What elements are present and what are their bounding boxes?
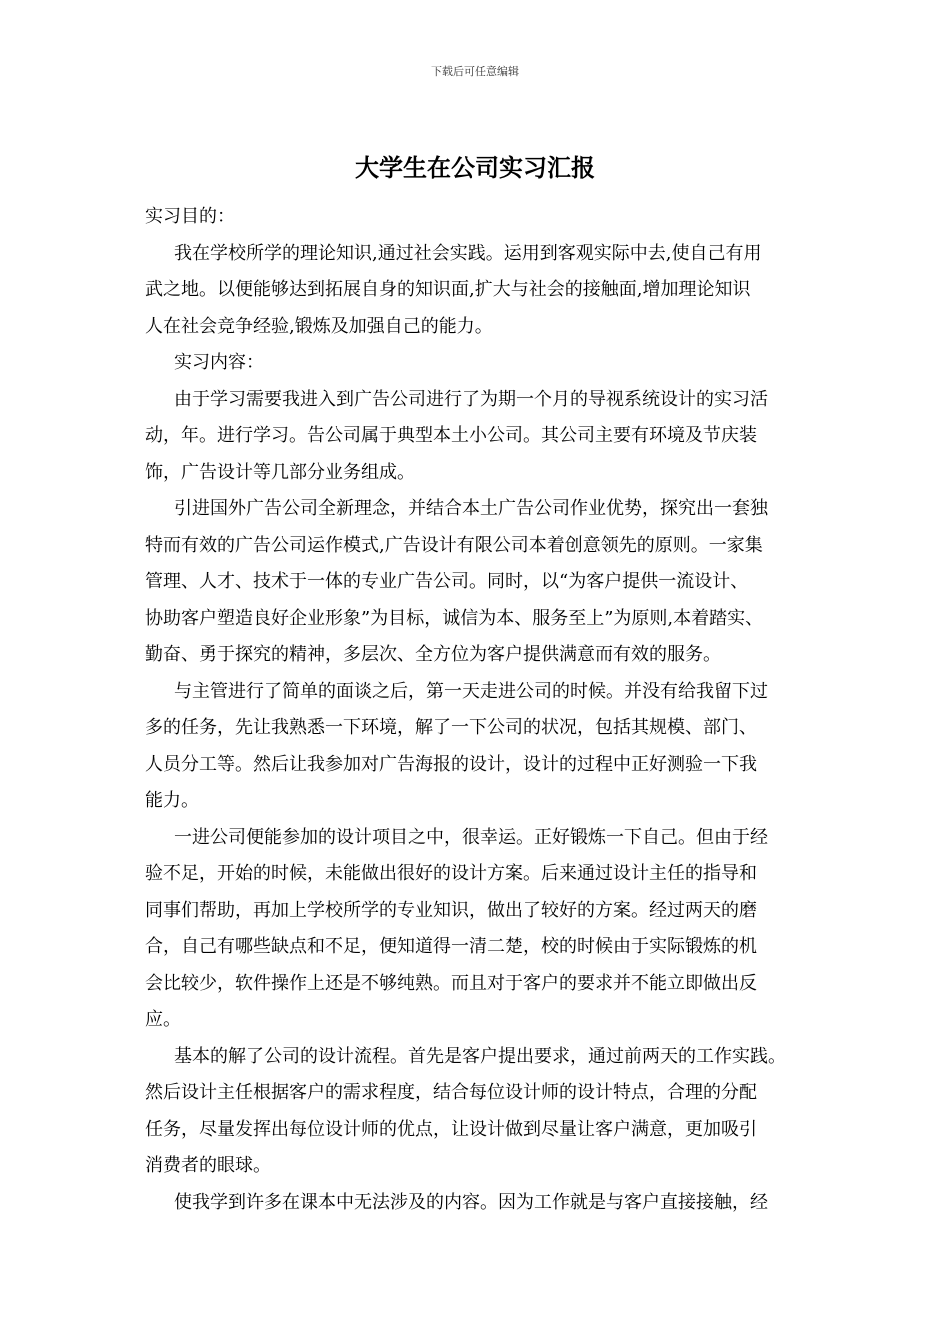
text-line: 饰，广告设计等几部分业务组成。 (145, 461, 415, 483)
text-line: 引进国外广告公司全新理念，并结合本土广告公司作业优势，探究出一套独 (174, 498, 768, 519)
text-line: 一进公司便能参加的设计项目之中，很幸运。正好锻炼一下自己。但由于经 (174, 826, 768, 848)
text-line: 验不足，开始的时候，未能做出很好的设计方案。后来通过设计主任的指导和 (145, 863, 757, 884)
text-line: 实习目的： (145, 206, 235, 227)
header-note: 下载后可任意编辑 (431, 65, 519, 78)
text-line: 使我学到许多在课本中无法涉及的内容。因为工作就是与客户直接接触，经 (174, 1191, 768, 1213)
text-line: 人员分工等。然后让我参加对广告海报的设计，设计的过程中正好测验一下我 (145, 753, 757, 775)
text-line: 管理、人才、技术于一体的专业广告公司。同时，以“为客户提供一流设计、 (145, 571, 749, 592)
text-line: 特而有效的广告公司运作模式,广告设计有限公司本着创意领先的原则。一家集 (145, 534, 763, 556)
text-line: 同事们帮助，再加上学校所学的专业知识，做出了较好的方案。经过两天的磨 (145, 899, 757, 921)
text-line: 应。 (145, 1009, 181, 1030)
text-line: 基本的解了公司的设计流程。首先是客户提出要求，通过前两天的工作实践。 (174, 1045, 786, 1067)
text-line: 然后设计主任根据客户的需求程度，结合每位设计师的设计特点，合理的分配 (145, 1082, 757, 1103)
text-line: 由于学习需要我进入到广告公司进行了为期一个月的导视系统设计的实习活 (174, 388, 768, 410)
text-line: 与主管进行了简单的面谈之后，第一天走进公司的时候。并没有给我留下过 (174, 680, 768, 702)
text-line: 能力。 (145, 790, 199, 811)
text-line: 合，自己有哪些缺点和不足，便知道得一清二楚，校的时候由于实际锻炼的机 (145, 936, 757, 957)
text-line: 多的任务，先让我熟悉一下环境，解了一下公司的状况，包括其规模、部门、 (145, 717, 757, 738)
text-line: 消费者的眼球。 (145, 1155, 271, 1176)
text-line: 动，年。进行学习。告公司属于典型本土小公司。其公司主要有环境及节庆装 (145, 425, 757, 446)
text-line: 勤奋、勇于探究的精神，多层次、全方位为客户提供满意而有效的服务。 (145, 644, 721, 665)
text-line: 任务，尽量发挥出每位设计师的优点，让设计做到尽量让客户满意，更加吸引 (145, 1118, 757, 1140)
text-line: 我在学校所学的理论知识,通过社会实践。运用到客观实际中去,使自己有用 (174, 242, 762, 264)
text-line: 实习内容： (174, 352, 264, 373)
document-body (145, 199, 809, 1221)
document-title: 大学生在公司实习汇报 (355, 153, 595, 182)
text-line: 会比较少，软件操作上还是不够纯熟。而且对于客户的要求并不能立即做出反 (145, 972, 757, 994)
text-line: 人在社会竞争经验,锻炼及加强自己的能力。 (145, 315, 493, 337)
text-line: 协助客户塑造良好企业形象”为目标，诚信为本、服务至上”为原则,本着踏实、 (145, 607, 764, 629)
text-line: 武之地。以便能够达到拓展自身的知识面,扩大与社会的接触面,增加理论知识 (145, 279, 751, 300)
